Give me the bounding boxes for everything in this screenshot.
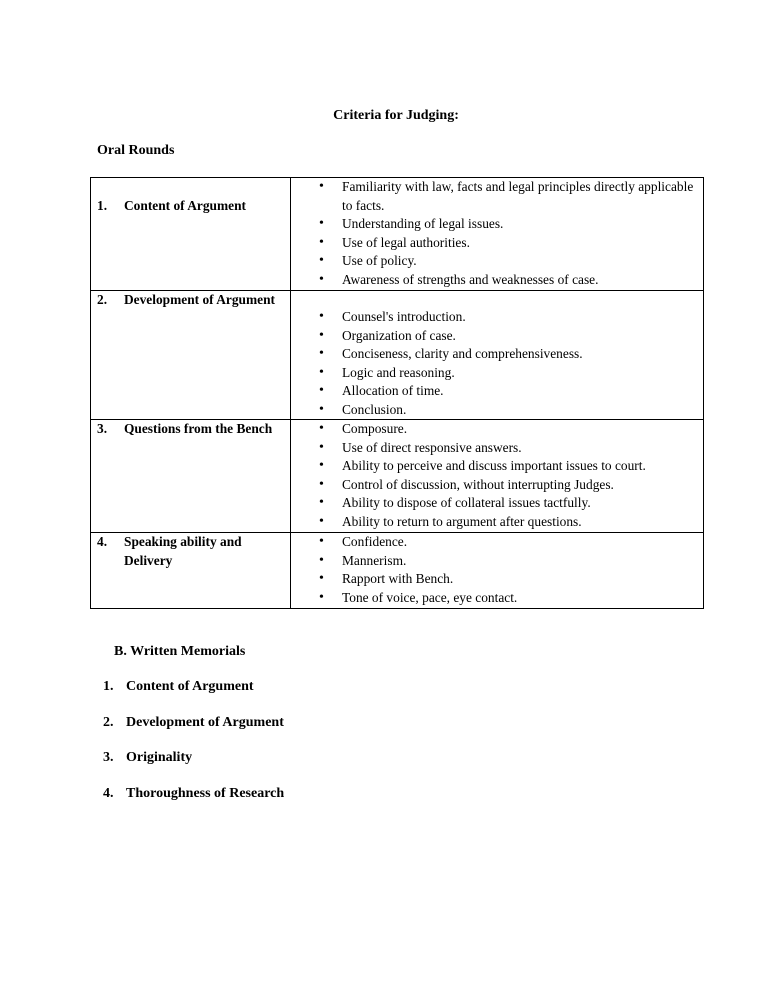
list-item: • Use of legal authorities. <box>342 234 697 253</box>
criterion-number: 3. <box>97 421 108 436</box>
table-row <box>91 291 704 420</box>
criterion-bullet-list <box>291 178 703 289</box>
list-item <box>103 715 284 731</box>
list-item: • Conclusion. <box>342 401 697 420</box>
list-item: • Use of direct responsive answers. <box>342 439 697 458</box>
criterion-details-cell <box>291 291 704 420</box>
oral-rounds-heading: Oral Rounds <box>97 143 175 158</box>
criterion-number: 4. <box>97 534 108 549</box>
criterion-title: Development of Argument <box>124 292 275 307</box>
item-number: 2. <box>103 715 114 730</box>
criterion-cell <box>91 178 291 291</box>
item-number: 3. <box>103 750 114 765</box>
list-item: • Understanding of legal issues. <box>342 215 697 234</box>
item-label: Development of Argument <box>126 715 284 730</box>
criterion-number: 1. <box>97 198 108 213</box>
item-label: Thoroughness of Research <box>126 786 285 801</box>
list-item: • Composure. <box>342 420 697 439</box>
criterion-cell <box>91 533 291 609</box>
criterion-details-cell <box>291 533 704 609</box>
list-item: • Ability to dispose of collateral issues tactfully. <box>342 494 697 513</box>
list-item <box>103 786 284 802</box>
criterion-bullet-list <box>291 308 703 419</box>
list-item: • Use of policy. <box>342 252 697 271</box>
criterion-cell <box>91 291 291 420</box>
item-number: 1. <box>103 679 114 694</box>
list-item: • Control of discussion, without interrupting Judges. <box>342 476 697 495</box>
criterion-title: Speaking ability and Delivery <box>124 534 242 568</box>
list-item: • Counsel's introduction. <box>342 308 697 327</box>
list-item: • Organization of case. <box>342 327 697 346</box>
table-row <box>91 420 704 533</box>
item-number: 4. <box>103 786 114 801</box>
oral-rounds-table <box>90 177 704 609</box>
list-item <box>103 679 254 695</box>
criterion-bullet-list <box>291 533 703 607</box>
criterion-details-cell <box>291 420 704 533</box>
written-memorials-heading: B. Written Memorials <box>114 644 246 659</box>
table-row <box>91 533 704 609</box>
criterion-bullet-list <box>291 420 703 531</box>
list-item: • Rapport with Bench. <box>342 570 697 589</box>
list-item: • Ability to return to argument after questions. <box>342 513 697 532</box>
list-item: • Tone of voice, pace, eye contact. <box>342 589 697 608</box>
criterion-details-cell <box>291 178 704 291</box>
criterion-title: Questions from the Bench <box>124 421 273 436</box>
list-item: • Ability to perceive and discuss important issues to court. <box>342 457 697 476</box>
list-item: • Familiarity with law, facts and legal principles directly applicable to facts. <box>342 178 697 215</box>
list-item: • Awareness of strengths and weaknesses of case. <box>342 271 697 290</box>
list-item: • Allocation of time. <box>342 382 697 401</box>
list-item: • Mannerism. <box>342 552 697 571</box>
table-row <box>91 178 704 291</box>
item-label: Content of Argument <box>126 679 254 694</box>
list-item: • Confidence. <box>342 533 697 552</box>
criterion-title: Content of Argument <box>124 198 246 213</box>
criterion-number: 2. <box>97 292 108 307</box>
item-label: Originality <box>126 750 193 765</box>
page-title: Criteria for Judging: <box>333 108 459 123</box>
list-item <box>103 750 192 766</box>
criterion-cell <box>91 420 291 533</box>
list-item: • Conciseness, clarity and comprehensiveness. <box>342 345 697 364</box>
list-item: • Logic and reasoning. <box>342 364 697 383</box>
